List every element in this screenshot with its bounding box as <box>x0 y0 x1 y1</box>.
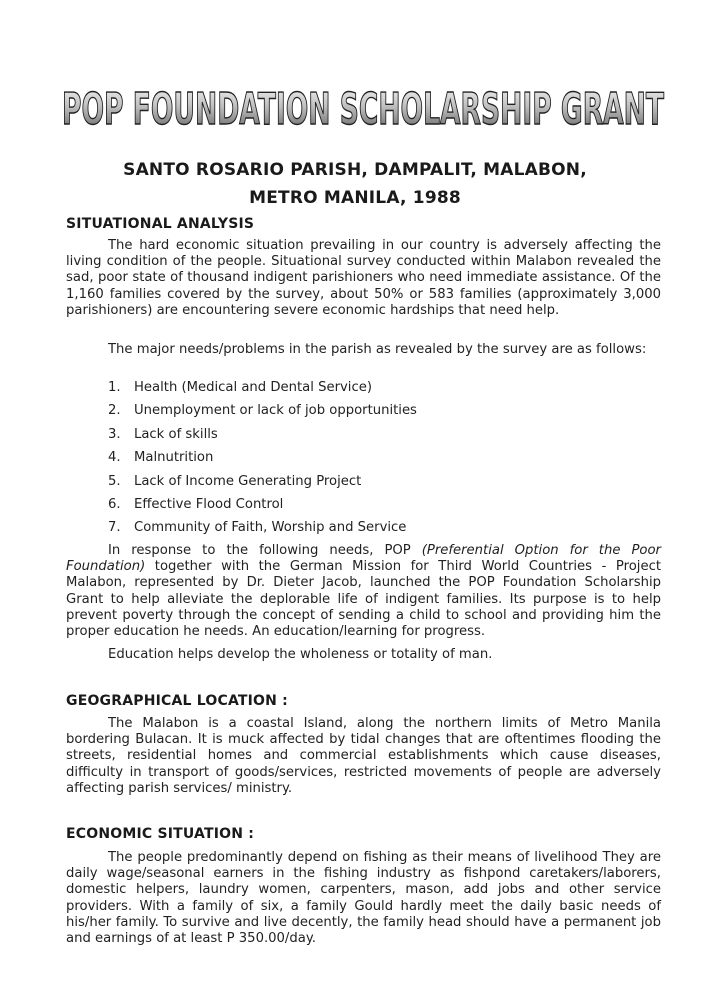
geographical-paragraph-text: The Malabon is a coastal Island, along the northern limits of Metro Manila bordering Bulacan. It is muck affected by tidal changes that are oftentimes flooding the streets, residential homes and commercial establishments which cause diseases, difficulty in transport of goods/services, restricted movements of people are adversely affecting parish services/ ministry. <box>66 716 661 796</box>
needs-list-text: Health (Medical and Dental Service) <box>134 380 372 395</box>
needs-list-text: Unemployment or lack of job opportunities <box>134 403 417 419</box>
geographical-location-heading: GEOGRAPHICAL LOCATION : <box>66 693 288 709</box>
needs-list-item <box>108 380 417 403</box>
needs-list-text: Effective Flood Control <box>134 496 284 512</box>
needs-list-item <box>108 520 417 543</box>
needs-list <box>108 380 417 544</box>
situational-paragraph-4 <box>66 647 661 663</box>
situational-paragraph-1 <box>66 238 661 319</box>
situational-analysis-heading: SITUATIONAL ANALYSIS <box>66 216 255 232</box>
needs-list-number: 2. <box>108 403 121 419</box>
needs-list-number: 3. <box>108 426 121 442</box>
needs-list-number: 6. <box>108 496 121 512</box>
needs-list-text: Lack of skills <box>134 426 218 442</box>
needs-list-number: 5. <box>108 473 121 489</box>
needs-list-text: Malnutrition <box>134 450 214 466</box>
situational-paragraph-2-text: The major needs/problems in the parish as revealed by the survey are as follows: <box>108 342 647 357</box>
economic-paragraph-text: The people predominantly depend on fishing as their means of livelihood They are daily wage/seasonal earners in the fishing industry as fishpond caretakers/laborers, domestic helpers, laundry women, carpenters, mason, add jobs and other service providers. With a family of six, a family Gould hardly meet the daily basic needs of his/her family. To survive and live decently, the family head should have a permanent job and earnings of at least P 350.00/day. <box>66 850 661 947</box>
situational-paragraph-3-emphasis: (Preferential Option for the Poor Foundation) <box>66 543 661 575</box>
needs-list-item <box>108 403 417 426</box>
needs-list-text: Lack of Income Generating Project <box>134 473 362 489</box>
needs-list-number: 1. <box>108 380 121 395</box>
needs-list-item <box>108 427 417 450</box>
economic-paragraph <box>66 850 661 947</box>
situational-paragraph-3-text-b: together with the German Mission for Third World Countries - Project Malabon, represented by Dr. Dieter Jacob, launched the POP Foundation Scholarship Grant to help alleviate the deplorable life of indigent families. Its purpose is to help prevent poverty through the concept of sending a child to school and providing him the proper education he needs. An education/learning for progress. <box>66 559 661 640</box>
banner-wordart <box>60 68 668 138</box>
parish-title-line2: METRO MANILA, 1988 <box>249 188 461 208</box>
needs-list-number: 7. <box>108 520 121 536</box>
banner-title <box>60 68 668 138</box>
situational-paragraph-1-text: The hard economic situation prevailing in our country is adversely affecting the living condition of the people. Situational survey conducted within Malabon revealed the sad, poor state of thousand indigent parishioners who need immediate assistance. Of the 1,160 families covered by the survey, about 50% or 583 families (approximately 3,000 parishioners) are encountering severe economic hardships that need help. <box>66 238 661 318</box>
needs-list-text: Community of Faith, Worship and Service <box>134 520 407 536</box>
needs-list-number: 4. <box>108 450 121 466</box>
geographical-paragraph <box>66 716 661 797</box>
needs-list-item <box>108 474 417 497</box>
economic-situation-heading: ECONOMIC SITUATION : <box>66 826 255 842</box>
needs-list-item <box>108 497 417 520</box>
banner-title-text: POP FOUNDATION SCHOLARSHIP GRANT <box>62 84 664 135</box>
parish-title-line1: SANTO ROSARIO PARISH, DAMPALIT, MALABON, <box>123 160 587 180</box>
situational-paragraph-2 <box>66 342 661 358</box>
situational-paragraph-3 <box>66 543 661 640</box>
needs-list-item <box>108 450 417 473</box>
situational-paragraph-3-text-a: In response to the following needs, POP <box>108 543 422 558</box>
situational-paragraph-4-text: Education helps develop the wholeness or totality of man. <box>108 647 493 662</box>
